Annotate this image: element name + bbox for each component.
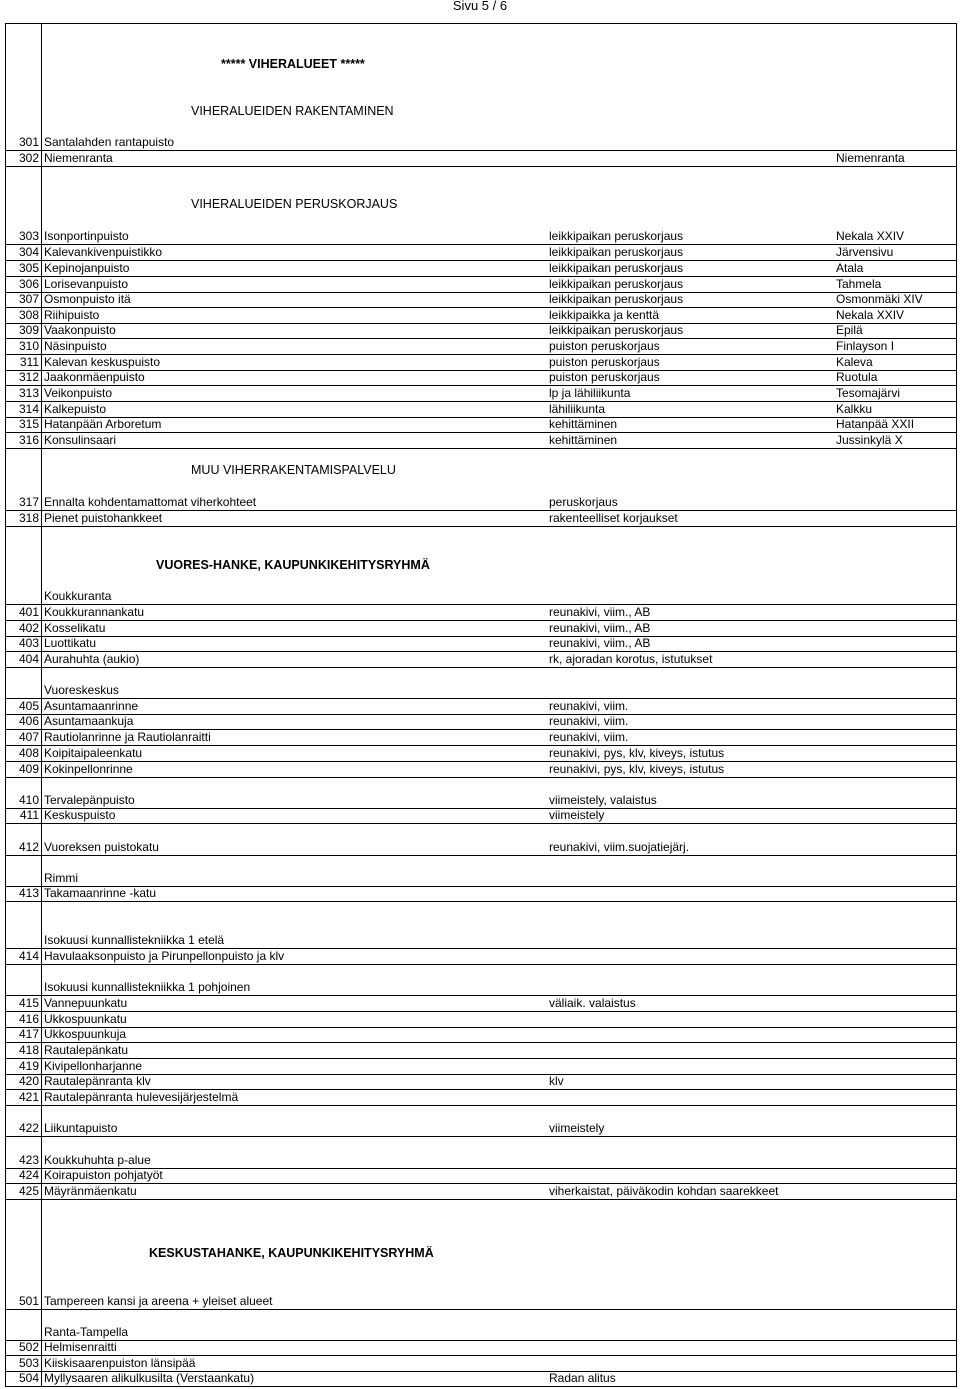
area-name: Atala (836, 260, 864, 275)
item-name: Asuntamaankuja (44, 713, 134, 728)
work-type: puiston peruskorjaus (549, 338, 660, 353)
work-type: reunakivi, viim.suojatiejärj. (549, 839, 690, 854)
row-number: 413 (18, 885, 39, 900)
item-name: Koipitaipaleenkatu (44, 745, 143, 760)
item-name: Kivipellonharjanne (44, 1058, 143, 1073)
work-type: reunakivi, pys, klv, kiveys, istutus (549, 745, 725, 760)
row-number: 420 (18, 1073, 39, 1088)
work-type: lähiliikunta (549, 401, 606, 416)
row-number: 422 (18, 1120, 39, 1135)
area-name: Osmonmäki XIV (836, 291, 923, 306)
area-name: Järvensivu (836, 244, 894, 259)
table-row (6, 1168, 956, 1185)
section-heading-keskusta: KESKUSTAHANKE, KAUPUNKIKEHITYSRYHMÄ (149, 1246, 434, 1260)
work-type: kehittäminen (549, 432, 618, 447)
work-type: puiston peruskorjaus (549, 354, 660, 369)
row-number: 311 (19, 354, 39, 369)
table-row (6, 589, 956, 606)
item-name: Kalevankivenpuistikko (44, 244, 163, 259)
item-name: Kalevan keskuspuisto (44, 354, 161, 369)
area-name: Niemenranta (836, 150, 905, 165)
work-type: reunakivi, pys, klv, kiveys, istutus (549, 761, 725, 776)
item-name: Havulaaksonpuisto ja Pirunpellonpuisto ja klv (44, 948, 285, 963)
item-name: Takamaanrinne -katu (44, 885, 157, 900)
work-type: leikkipaikan peruskorjaus (549, 291, 684, 306)
table-row (6, 1294, 956, 1311)
item-name: Lorisevanpuisto (44, 276, 129, 291)
table-row (6, 1027, 956, 1044)
item-name: Osmonpuisto itä (44, 291, 131, 306)
table-row (6, 433, 956, 450)
row-number: 424 (18, 1167, 39, 1182)
area-name: Hatanpää XXII (836, 416, 915, 431)
area-name: Tesomajärvi (836, 385, 901, 400)
row-number (6, 933, 39, 948)
item-name: Helmisenraitti (44, 1339, 117, 1354)
row-number: 419 (18, 1058, 39, 1073)
row-number: 313 (18, 385, 39, 400)
item-name: Jaakonmäenpuisto (44, 369, 145, 384)
row-number (6, 980, 39, 995)
item-name: Koukkuhuhta p-alue (44, 1152, 151, 1167)
item-name: Ranta-Tampella (44, 1324, 129, 1339)
work-type: reunakivi, viim., AB (549, 620, 651, 635)
row-number: 504 (18, 1370, 39, 1385)
area-name: Finlayson I (836, 338, 895, 353)
work-type: kehittäminen (549, 416, 618, 431)
work-type: rk, ajoradan korotus, istutukset (549, 651, 713, 666)
item-name: Rautiolanrinne ja Rautiolanraitti (44, 729, 211, 744)
table-row (6, 840, 956, 857)
row-number: 316 (18, 432, 39, 447)
row-number: 415 (18, 995, 39, 1010)
table-row (6, 808, 956, 825)
item-name: Konsulinsaari (44, 432, 117, 447)
table-row (6, 886, 956, 903)
item-name: Kokinpellonrinne (44, 761, 133, 776)
table-row (6, 135, 956, 152)
work-type: reunakivi, viim., AB (549, 604, 651, 619)
work-type: reunakivi, viim. (549, 729, 629, 744)
item-name: Koukkurannankatu (44, 604, 145, 619)
row-number: 317 (18, 494, 39, 509)
row-number: 403 (18, 635, 39, 650)
table-row (6, 980, 956, 997)
table-row (6, 261, 956, 278)
item-name: Myllysaaren alikulkusilta (Verstaankatu) (44, 1370, 255, 1385)
budget-sheet (5, 23, 957, 1387)
row-number: 314 (18, 401, 39, 416)
table-row (6, 1371, 956, 1388)
area-name: Epilä (836, 322, 863, 337)
item-name: Koukkuranta (44, 588, 112, 603)
item-name: Vannepuunkatu (44, 995, 128, 1010)
row-number (6, 683, 39, 698)
item-name: Mäyränmäenkatu (44, 1183, 137, 1198)
work-type: leikkipaikan peruskorjaus (549, 244, 684, 259)
work-type: lp ja lähiliikunta (549, 385, 631, 400)
item-name: Keskuspuisto (44, 807, 116, 822)
item-name: Ennalta kohdentamattomat viherkohteet (44, 494, 257, 509)
item-name: Kepinojanpuisto (44, 260, 130, 275)
row-number: 503 (18, 1355, 39, 1370)
table-row (6, 339, 956, 356)
row-number: 307 (18, 291, 39, 306)
row-number: 401 (18, 604, 39, 619)
table-row (6, 652, 956, 669)
item-name: Ukkospuunkuja (44, 1026, 127, 1041)
row-number: 303 (18, 228, 39, 243)
row-number: 309 (18, 322, 39, 337)
item-name: Vaakonpuisto (44, 322, 116, 337)
section-heading-peruskorjaus: VIHERALUEIDEN PERUSKORJAUS (191, 197, 398, 211)
work-type: klv (549, 1073, 564, 1088)
work-type: väliaik. valaistus (549, 995, 636, 1010)
section-heading-rakentaminen: VIHERALUEIDEN RAKENTAMINEN (191, 104, 394, 118)
item-name: Vuoreksen puistokatu (44, 839, 159, 854)
row-number: 312 (18, 369, 39, 384)
row-number: 308 (18, 307, 39, 322)
item-name: Hatanpään Arboretum (44, 416, 162, 431)
row-number: 423 (18, 1152, 39, 1167)
item-name: Riihipuisto (44, 307, 100, 322)
table-row (6, 292, 956, 309)
row-number: 411 (19, 807, 39, 822)
row-number: 408 (18, 745, 39, 760)
area-name: Ruotula (836, 369, 878, 384)
table-row (6, 996, 956, 1013)
item-name: Rautalepänranta hulevesijärjestelmä (44, 1089, 239, 1104)
table-row (6, 933, 956, 950)
work-type: viherkaistat, päiväkodin kohdan saarekkeet (549, 1183, 779, 1198)
row-number (6, 871, 39, 886)
item-name: Ukkospuunkatu (44, 1011, 127, 1026)
area-name: Nekala XXIV (836, 307, 905, 322)
row-number: 301 (18, 134, 39, 149)
row-number: 310 (18, 338, 39, 353)
row-number: 417 (18, 1026, 39, 1041)
item-name: Isokuusi kunnallistekniikka 1 pohjoinen (44, 979, 251, 994)
row-number: 502 (18, 1339, 39, 1354)
table-row (6, 386, 956, 403)
table-row (6, 1340, 956, 1357)
page-number: Sivu 5 / 6 (452, 0, 508, 13)
item-name: Rautalepänranta klv (44, 1073, 151, 1088)
table-row (6, 229, 956, 246)
item-name: Tampereen kansi ja areena + yleiset alueet (44, 1293, 273, 1308)
work-type: reunakivi, viim. (549, 698, 629, 713)
table-row (6, 370, 956, 387)
table-row (6, 323, 956, 340)
work-type: reunakivi, viim., AB (549, 635, 651, 650)
work-type: leikkipaikan peruskorjaus (549, 228, 684, 243)
area-name: Jussinkylä X (836, 432, 903, 447)
row-number: 304 (18, 244, 39, 259)
table-row (6, 495, 956, 512)
row-number: 414 (18, 948, 39, 963)
row-number (6, 589, 39, 604)
row-number: 302 (18, 150, 39, 165)
row-number: 416 (18, 1011, 39, 1026)
item-name: Rimmi (44, 870, 78, 885)
work-type: leikkipaikan peruskorjaus (549, 276, 684, 291)
row-number: 318 (18, 510, 39, 525)
work-type: Radan alitus (549, 1370, 616, 1385)
item-name: Koirapuiston pohjatyöt (44, 1167, 163, 1182)
row-number: 404 (18, 651, 39, 666)
row-number: 315 (18, 416, 39, 431)
work-type: rakenteelliset korjaukset (549, 510, 678, 525)
table-row (6, 636, 956, 653)
row-number: 409 (18, 761, 39, 776)
section-heading-vuores: VUORES-HANKE, KAUPUNKIKEHITYSRYHMÄ (156, 558, 430, 572)
table-row (6, 511, 956, 528)
work-type: leikkipaikan peruskorjaus (549, 322, 684, 337)
row-number: 418 (18, 1042, 39, 1057)
item-name: Aurahuhta (aukio) (44, 651, 140, 666)
row-number: 402 (18, 620, 39, 635)
table-row (6, 1090, 956, 1107)
item-name: Vuoreskeskus (44, 682, 119, 697)
work-type: leikkipaikka ja kenttä (549, 307, 660, 322)
item-name: Veikonpuisto (44, 385, 113, 400)
item-name: Kosselikatu (44, 620, 106, 635)
work-type: viimeistely (549, 807, 605, 822)
work-type: leikkipaikan peruskorjaus (549, 260, 684, 275)
item-name: Isonportinpuisto (44, 228, 129, 243)
item-name: Rautalepänkatu (44, 1042, 129, 1057)
work-type: puiston peruskorjaus (549, 369, 660, 384)
item-name: Näsinpuisto (44, 338, 107, 353)
row-number: 412 (18, 839, 39, 854)
row-number: 407 (18, 729, 39, 744)
work-type: reunakivi, viim. (549, 713, 629, 728)
area-name: Tahmela (836, 276, 882, 291)
item-name: Asuntamaanrinne (44, 698, 139, 713)
row-number: 405 (18, 698, 39, 713)
table-row (6, 1121, 956, 1138)
table-row (6, 417, 956, 434)
item-name: Tervalepänpuisto (44, 792, 135, 807)
item-name: Kiiskisaarenpuiston länsipää (44, 1355, 196, 1370)
area-name: Kaleva (836, 354, 873, 369)
row-number: 406 (18, 713, 39, 728)
item-name: Kalkepuisto (44, 401, 107, 416)
row-number: 421 (18, 1089, 39, 1104)
table-row (6, 949, 956, 966)
row-number: 305 (18, 260, 39, 275)
table-row (6, 151, 956, 168)
item-name: Niemenranta (44, 150, 113, 165)
row-number: 425 (18, 1183, 39, 1198)
item-name: Isokuusi kunnallistekniikka 1 etelä (44, 932, 225, 947)
table-row (6, 683, 956, 700)
work-type: viimeistely (549, 1120, 605, 1135)
table-row (6, 730, 956, 747)
area-name: Nekala XXIV (836, 228, 905, 243)
item-name: Liikuntapuisto (44, 1120, 118, 1135)
item-name: Pienet puistohankkeet (44, 510, 163, 525)
row-number: 306 (18, 276, 39, 291)
page-title: ***** VIHERALUEET ***** (221, 57, 365, 71)
table-row (6, 245, 956, 262)
row-number (6, 1325, 39, 1340)
row-number: 501 (18, 1293, 39, 1308)
table-row (6, 1043, 956, 1060)
table-row (6, 1184, 956, 1201)
table-row (6, 605, 956, 622)
row-number: 410 (18, 792, 39, 807)
table-row (6, 762, 956, 779)
table-row (6, 714, 956, 731)
item-name: Luottikatu (44, 635, 97, 650)
work-type: peruskorjaus (549, 494, 618, 509)
work-type: viimeistely, valaistus (549, 792, 657, 807)
table-row (6, 746, 956, 763)
section-heading-muu: MUU VIHERRAKENTAMISPALVELU (191, 463, 396, 477)
table-row (6, 1074, 956, 1091)
area-name: Kalkku (836, 401, 873, 416)
item-name: Santalahden rantapuisto (44, 134, 175, 149)
